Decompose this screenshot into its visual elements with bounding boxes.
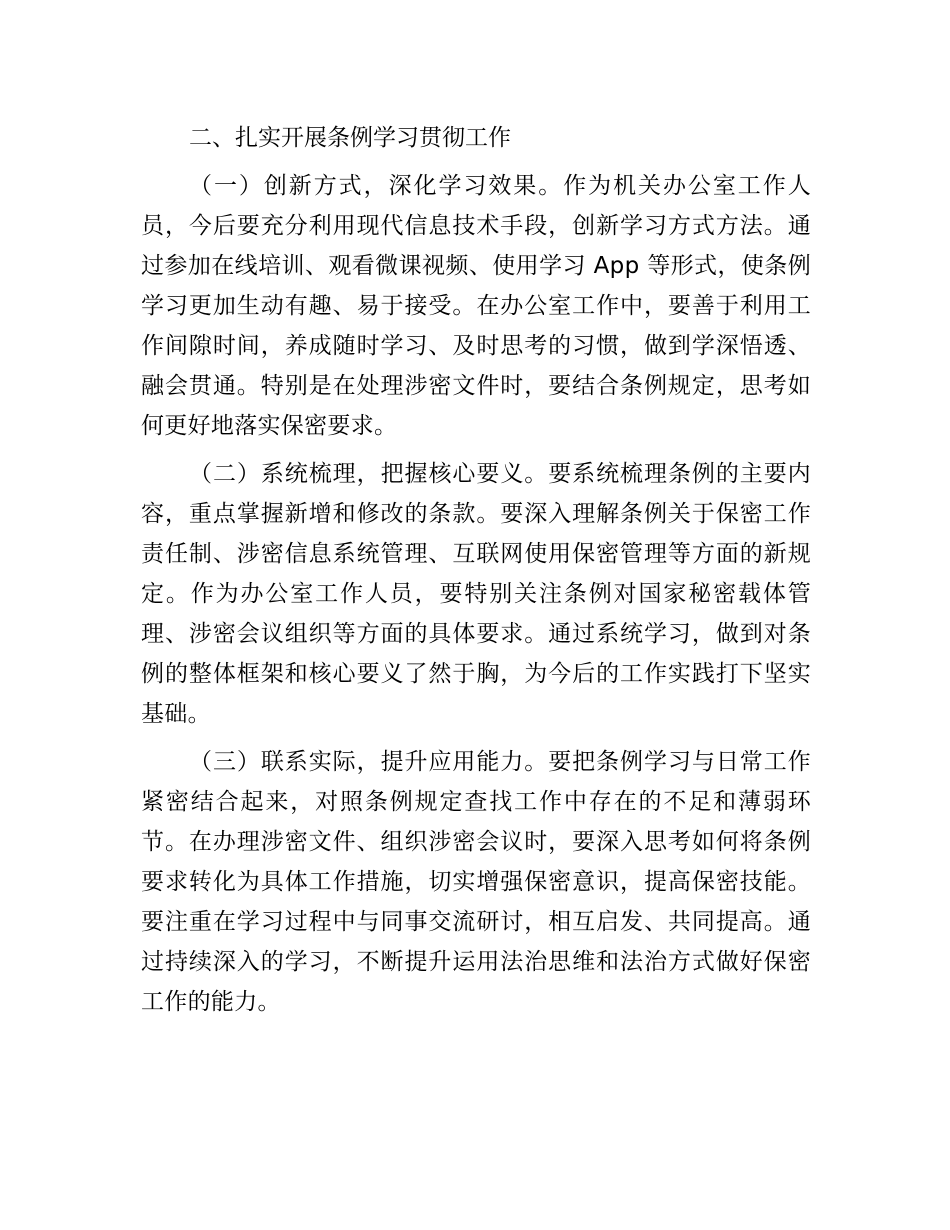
paragraph-innovate-methods: （一）创新方式，深化学习效果。作为机关办公室工作人员，今后要充分利用现代信息技术手段，创新学习方式方法。通过参加在线培训、观看微课视频、使用学习 App 等形式，使条例学习更加生动有趣、易于接受。在办公室工作中，要善于利用工作间隙时间，养成随时学习、及时思考的习惯，做到学深悟透、融会贯通。特别是在处理涉密文件时，要结合条例规定，思考如何更好地落实保密要求。	[141, 173, 811, 439]
paragraph-practical-application: （三）联系实际，提升应用能力。要把条例学习与日常工作紧密结合起来，对照条例规定查找工作中存在的不足和薄弱环节。在办理涉密文件、组织涉密会议时，要深入思考如何将条例要求转化为具体工作措施，切实增强保密意识，提高保密技能。要注重在学习过程中与同事交流研讨，相互启发、共同提高。通过持续深入的学习，不断提升运用法治思维和法治方式做好保密工作的能力。	[141, 749, 811, 1015]
document-body	[141, 118, 811, 1030]
section-heading: 二、扎实开展条例学习贯彻工作	[189, 125, 511, 151]
paragraph-systematic-review: （二）系统梳理，把握核心要义。要系统梳理条例的主要内容，重点掌握新增和修改的条款。要深入理解条例关于保密工作责任制、涉密信息系统管理、互联网使用保密管理等方面的新规定。作为办公室工作人员，要特别关注条例对国家秘密载体管理、涉密会议组织等方面的具体要求。通过系统学习，做到对条例的整体框架和核心要义了然于胸，为今后的工作实践打下坚实基础。	[141, 461, 811, 727]
